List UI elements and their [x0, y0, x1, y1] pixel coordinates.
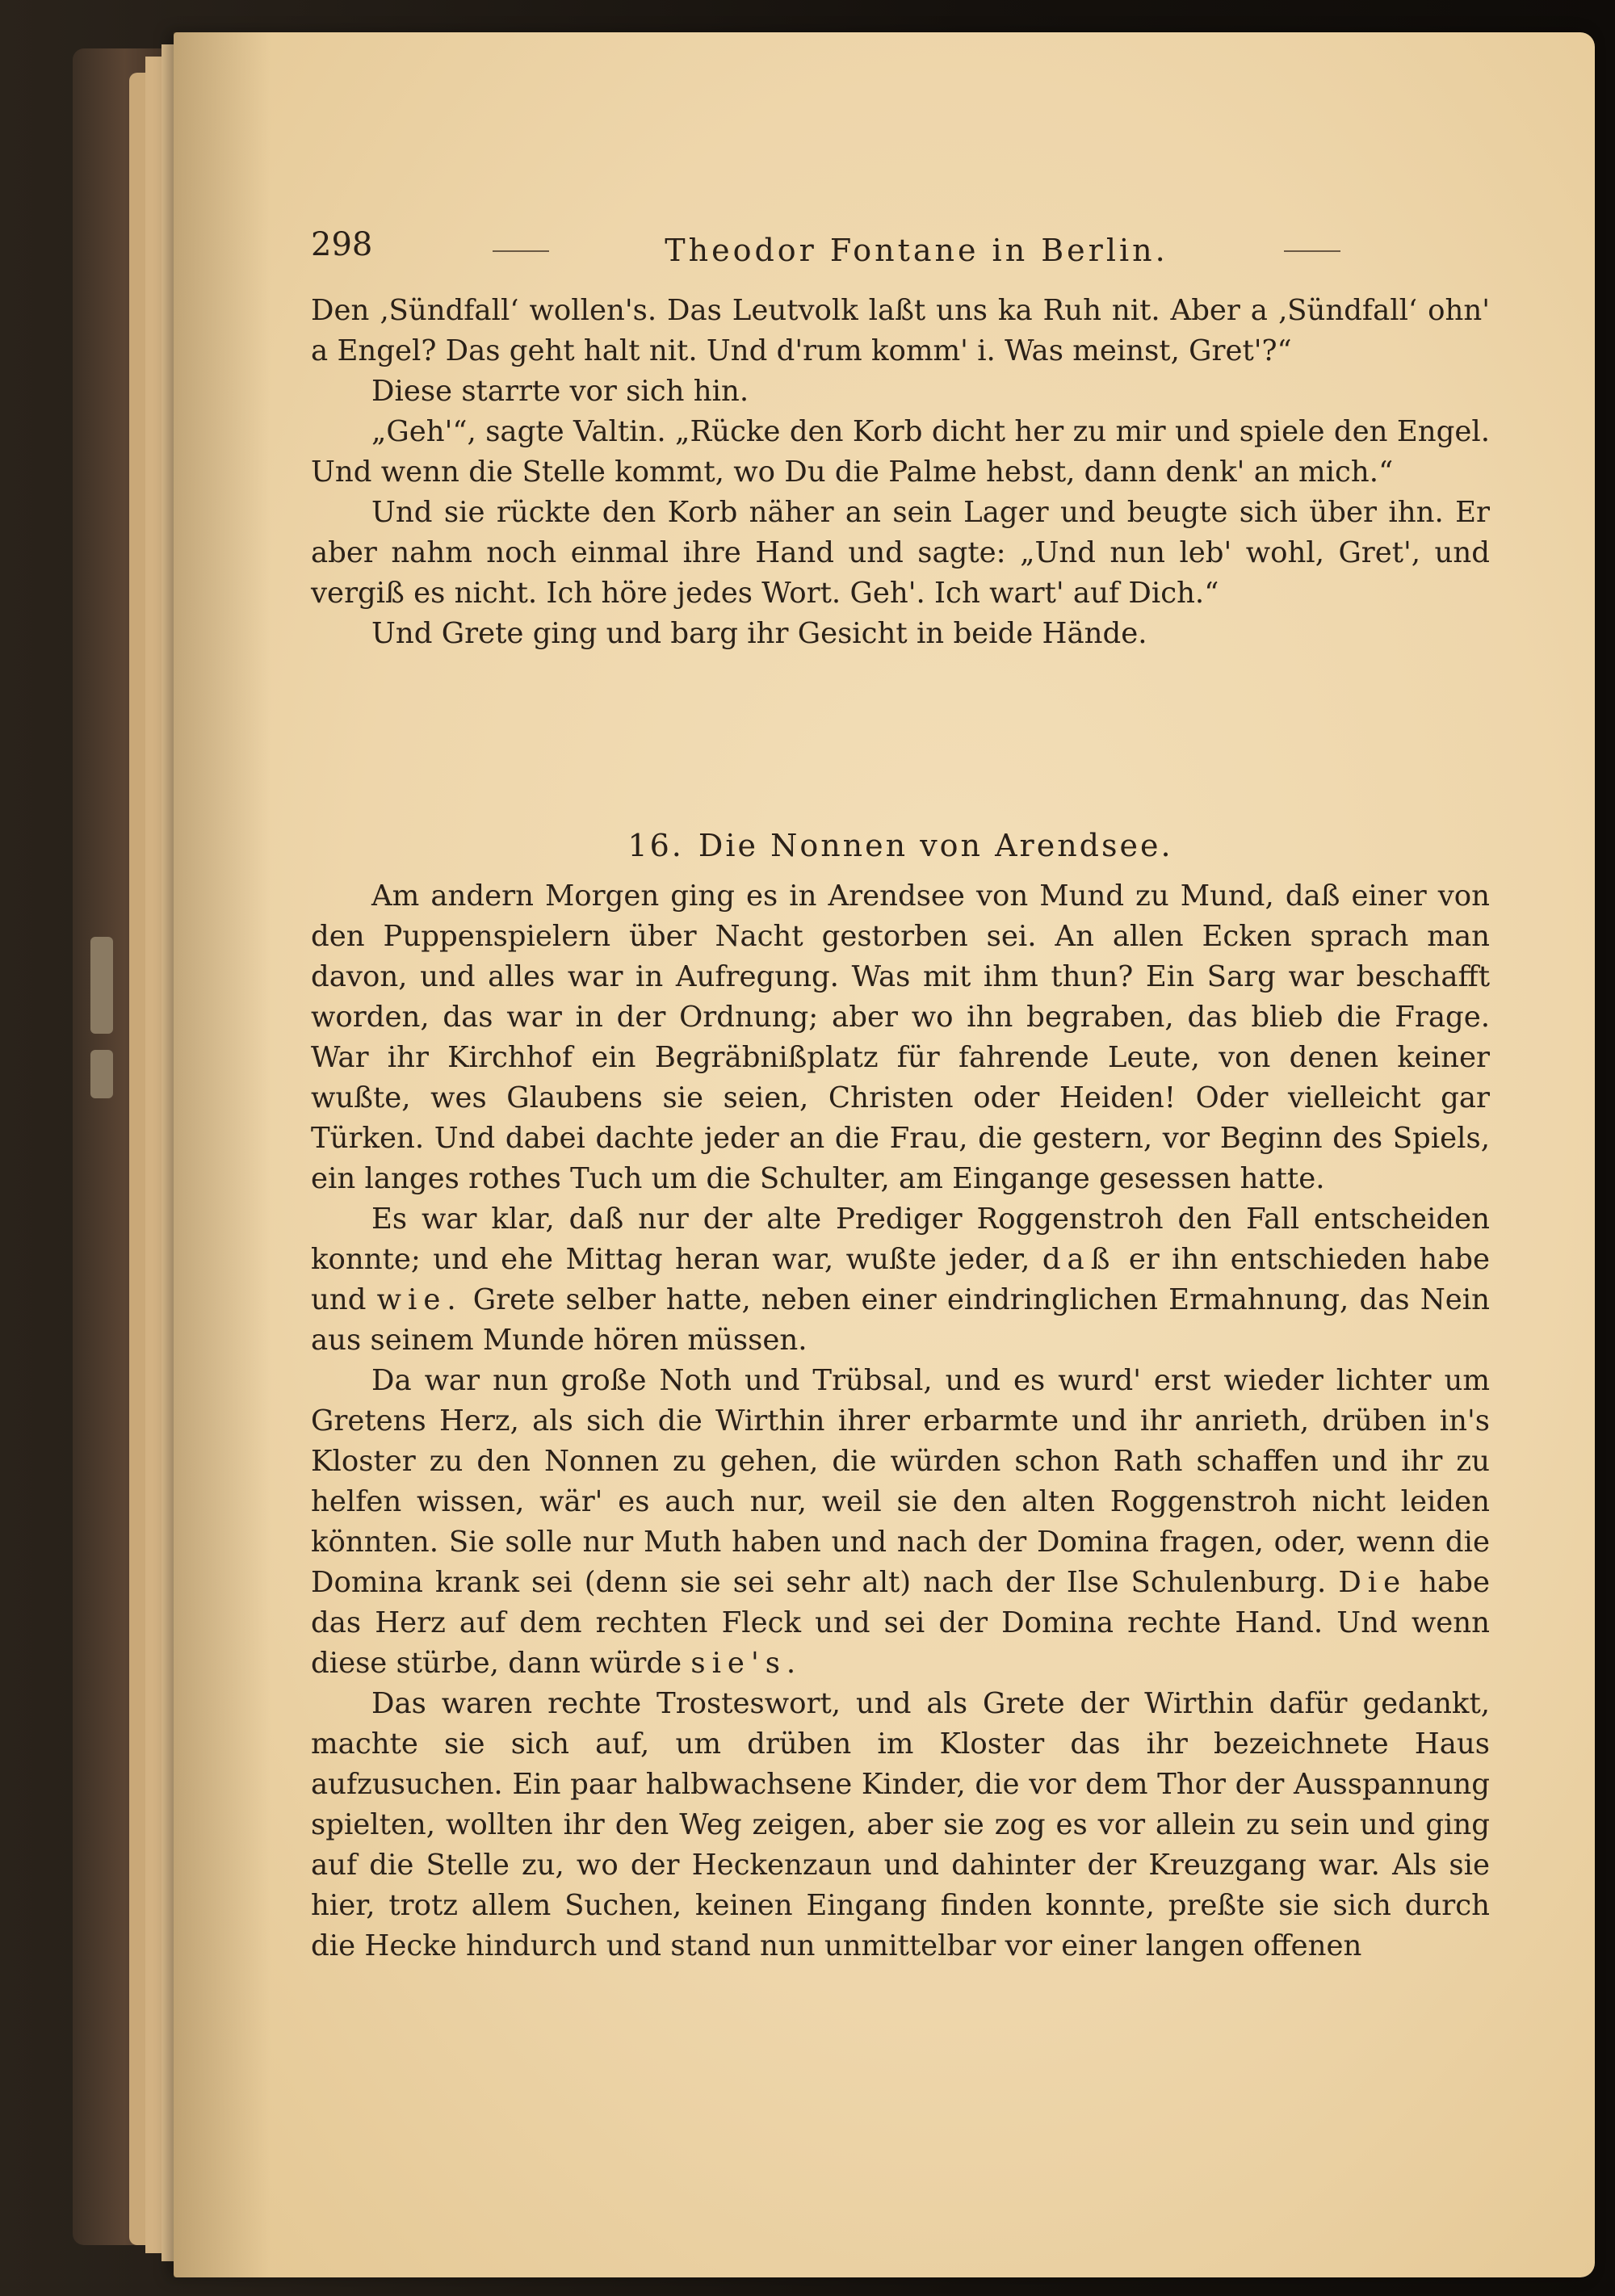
header-rule-right	[1284, 250, 1340, 252]
paragraph: Diese starrte vor sich hin.	[371, 375, 749, 408]
section-title: Die Nonnen von Arendsee.	[698, 828, 1173, 863]
spaced-emphasis: sie's.	[690, 1647, 803, 1680]
section-number: 16.	[627, 828, 684, 863]
paragraph	[311, 1199, 1490, 1361]
paragraph	[311, 1361, 1490, 1684]
text-run: Grete selber hatte, neben einer eindringlichen Ermahnung, das Nein aus seinem Munde hören müssen.	[311, 1283, 1490, 1357]
paragraph: Das waren rechte Trosteswort, und als Grete der Wirthin dafür gedankt, machte sie sich auf, um drüben im Kloster das ihr bezeichnete Haus aufzusuchen. Ein paar halbwachsene Kinder, die vor dem Thor der Ausspannung spielten, wollten ihr den Weg zeigen, aber sie zog es vor allein zu sein und ging auf die Stelle zu, wo der Heckenzaun und dahinter der Kreuzgang war. Als sie hier, trotz allem Suchen, keinen Eingang finden konnte, preßte sie sich durch die Hecke hindurch und stand nun unmittelbar vor einer langen offenen	[311, 1687, 1490, 1962]
section-text-block	[311, 876, 1490, 1967]
cover-label-mark	[90, 1050, 113, 1098]
text-run: Da war nun große Noth und Trübsal, und es wurd' erst wieder lichter um Gretens Herz, als sich die Wirthin ihrer erbarmte und ihr anrieth, drüben in's Kloster zu den Nonnen zu gehen, die würden schon Rath schaffen und ihr zu helfen wissen, wär' es auch nur, weil sie den alten Roggenstroh nicht leiden könnten. Sie solle nur Muth haben und nach der Domina fragen, oder, wenn die Domina krank sei (denn sie sei sehr alt) nach der Ilse Schulenburg.	[311, 1364, 1490, 1599]
paragraph: „Geh'“, sagte Valtin. „Rücke den Korb dicht her zu mir und spiele den Engel. Und wenn die Stelle kommt, wo Du die Palme hebst, dann denk' an mich.“	[311, 415, 1490, 489]
page-header	[311, 226, 1425, 275]
text-run: Es war klar, daß nur der alte Prediger Roggenstroh den Fall entscheiden konnte; und ehe Mittag heran war, wußte jeder,	[311, 1203, 1490, 1276]
cover-label-mark	[90, 937, 113, 1034]
header-rule-left	[493, 250, 549, 252]
text-run: habe das Herz auf dem rechten Fleck und sei der Domina rechte Hand. Und wenn diese stürbe, dann würde	[311, 1566, 1490, 1680]
spaced-emphasis: wie.	[376, 1283, 463, 1316]
paragraph: Und sie rückte den Korb näher an sein Lager und beugte sich über ihn. Er aber nahm noch einmal ihre Hand und sagte: „Und nun leb' wohl, Gret', und vergiß es nicht. Ich höre jedes Wort. Geh'. Ich wart' auf Dich.“	[311, 496, 1490, 610]
top-text-block	[311, 291, 1490, 654]
spaced-emphasis: Die	[1338, 1566, 1407, 1599]
paragraph: Am andern Morgen ging es in Arendsee von Mund zu Mund, daß einer von den Puppenspielern über Nacht gestorben sei. An allen Ecken sprach man davon, und alles war in Aufregung. Was mit ihm thun? Ein Sarg war beschafft worden, das war in der Ordnung; aber wo ihn begraben, das blieb die Frage. War ihr Kirchhof ein Begräbnißplatz für fahrende Leute, von denen keiner wußte, wes Glaubens sie seien, Christen oder Heiden! Oder vielleicht gar Türken. Und dabei dachte jeder an die Frau, die gestern, vor Beginn des Spiels, ein langes rothes Tuch um die Schulter, am Eingange gesessen hatte.	[311, 879, 1490, 1195]
text-run: er ihn entschieden habe und	[311, 1243, 1490, 1316]
spaced-emphasis: daß	[1042, 1243, 1117, 1276]
paragraph: Den ‚Sündfall‘ wollen's. Das Leutvolk laßt uns ka Ruh nit. Aber a ‚Sündfall‘ ohn' a Engel? Das geht halt nit. Und d'rum komm' i. Was meinst, Gret'?“	[311, 294, 1490, 367]
running-title: Theodor Fontane in Berlin.	[665, 233, 1168, 268]
section-heading	[311, 828, 1490, 863]
page-number: 298	[311, 226, 373, 263]
gutter-shadow	[174, 32, 271, 2277]
paragraph: Und Grete ging und barg ihr Gesicht in beide Hände.	[371, 617, 1147, 650]
